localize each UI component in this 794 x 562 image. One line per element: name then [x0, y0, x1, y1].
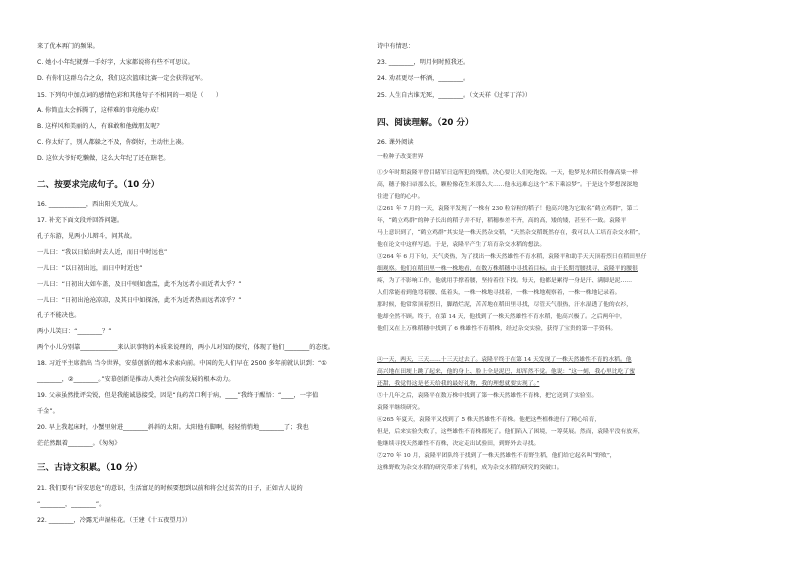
question-line: 千金”。 [37, 408, 59, 415]
question-line: 诗中有情思： [377, 43, 415, 50]
story-line: ①少年时期袁隆平曾目睹军日寇所犯的残酷，决心要让人们吃饱饭。一天，他梦见水稻长得像高粱一样 [377, 170, 638, 176]
question-line: 17. 补充下面文段并回答问题。 [37, 217, 124, 224]
story-line: 马上意识到了，“鹤立鸡群”其实是一株天然杂交稻，“天然杂交稻既然存在，我可以人工培育杂交水稻”， [377, 230, 644, 236]
question-line: 24. 劝君更尽一杯酒，________。 [377, 75, 470, 82]
question-line: 25. 人生自古谁无死，________。（文天祥《过零丁洋》） [377, 92, 532, 99]
story-line: 人们常能看到他弯着腰、低着头，一株一株地寻找着，一株一株地观察着，一株一株地记录着。 [377, 290, 621, 296]
story-line: 年，“鹤立鸡群”的种子长出的稻子并不好，稻穗参差不齐，高的高，矮的矮，甚至不一致。袁隆平 [377, 218, 627, 224]
story-title: 一粒种子改变世界 [377, 154, 424, 160]
story-line: 那时候，他常常顶着烈日，脚踏烂泥，苦苦地在稻田里寻找，尽管天气很热，汗水湿透了他的衣衫， [377, 302, 633, 308]
question-line: 来了优本再门的频果。 [37, 43, 99, 50]
story-line: 他却全然不顾。终于，在第 14 天，他找到了一株天然雄性不育水稻，他高兴极了。之后两年中， [377, 314, 626, 320]
story-line: 这株野败为杂交水稻的研究带来了转机，成为杂交水稻的研究的突破口。 [377, 465, 563, 471]
question-line: 一儿曰：“以日初出远，而日中时近也” [37, 265, 143, 272]
section-title: 三、古诗文积累。（10 分） [37, 463, 143, 473]
story-line: ②261 年 7 月的一天，袁隆平发现了一株有 230 粒谷粒的稻子！他高兴地为它取名“鹤立鸡群”，第二 [377, 206, 639, 212]
question-line: 21. 我们要有“居安思危”的意识，生活富足的时候要想到以前和将会过贫苦的日子，正如古人说的 [37, 485, 303, 492]
story-line: ③264 年 6 月下旬，天气炎热，为了找出一株天然雄性不育水稻，袁隆平和助手天天顶着烈日在稻田里仔 [377, 254, 647, 260]
question-line: D. 这位大爷好吃懒做，这么大年纪了还在瞎老。 [37, 155, 170, 162]
question-line: 20. 早上我起床时，小蟹里射进________斜斜的太阳。太阳他有脚啊，轻轻悄悄地________了；我也 [37, 424, 309, 431]
question-line: 两小儿笑曰：“________？” [37, 328, 112, 335]
question-line: 23. ________，明月何时照我还。 [377, 59, 470, 66]
story-line: ⑥265 年夏天，袁隆平又找到了 5 株天然雄性不育株。他把这些植株进行了精心培育， [377, 417, 601, 423]
story-line: ⑤十几年之后，袁隆平在数万株中找到了第一株天然雄性不育株，把它送到了实验室。 [377, 393, 598, 399]
question-line: 18. 习近平主席指出 当今世界，安慕创新的精本求索向前。中国的先人们早在 2500 多年前就认识到：“① [37, 360, 327, 367]
question-line: 一儿曰：“日初出大如车盖，及日中则如盘盂，此不为远者小而近者大乎？” [37, 281, 242, 288]
story-line: 他在论文中这样写道。于是，袁隆平产生了培育杂交水稻的想法。 [377, 242, 546, 248]
question-line: C. 你太好了，别人都躲之不及，你倒好，主动往上凑。 [37, 139, 188, 146]
question-line: 15. 下列句中加点词的感情色彩和其他句子不相同的一项是（ ） [37, 92, 223, 99]
question-line: 19. 父亲虽然批评尖锐，但是我能诚恳接受，因是“良药苦口利于病，____”我终于醒悟：“____，一字值 [37, 392, 319, 399]
question-line: 两个小儿分别靠____________来认识事物的本质来说理的，两小儿对知的探究，体现了他们________的态度。 [37, 344, 334, 351]
story-line: 疼，为了不影响工作，他就用手撑着腰，坚持着往下找。每天，他都是累得一身是汗、满脚是泥…… [377, 278, 633, 284]
story-line: ⑦270 年 10 月，袁隆平团队终于找到了一株天然雄性不育野生稻，他们给它起名叫“野败”， [377, 453, 616, 459]
question-line: D. 有你们这群乌合之众，我们这次篮球比赛一定会获得冠军。 [37, 75, 207, 82]
question-line: ________，②________。”安慕创新是推动人类社会向前发展的根本动力。 [37, 376, 235, 383]
question-line: A. 你简直太会拆腾了，这样难的事竟能办成！ [37, 107, 163, 114]
story-line: 高，穗子像扫帚那么长，颗粒像花生米那么大……他永远难忘这个“禾下乘凉梦”。于是这个梦想深深地 [377, 182, 638, 188]
question-line: 一儿曰：“我以日始出时去人近，而日中时远也” [37, 249, 168, 256]
story-line: 袁隆平继续研究。 [377, 405, 424, 411]
story-line: 但是，后来实验失败了，这些雄性不育株都死了。他们陷入了困境，一筹莫展。然而，袁隆平没有放弃， [377, 429, 644, 435]
question-line: 一儿曰：“日初出沧沧凉凉，及其日中如探汤，此不为近者热而远者凉乎？” [37, 297, 242, 304]
story-line: 高兴地在田埂上跳了起来，他的身上、脸上全是泥巴，却浑然不觉。他说：“这一刻，我心里比吃了蜜 [377, 369, 636, 375]
question-line: C. 她小小年纪就弹一手好字，大家都说将有些不可思议。 [37, 59, 194, 66]
question-line: 16. ____________，西出阳关无故人。 [37, 201, 142, 208]
question-line: 茫茫然跟着________。《匆匆》 [37, 440, 121, 447]
story-line: 还甜，我觉得这是老天给我的最好礼物，我的理想就要实现了。” [377, 381, 540, 387]
story-line: 住进了他的心中。 [377, 194, 424, 200]
section-title: 二、按要求完成句子。（10 分） [37, 180, 160, 190]
question-line: 孔子不能决也。 [37, 312, 81, 319]
reading-heading: 26. 课外阅读 [377, 139, 414, 146]
story-line: ④一天，两天，三天……十三天过去了。袁隆平终于在第 14 天发现了一株天然雄性不育的水稻。他 [377, 357, 632, 363]
story-line: 他继续寻找天然雄性不育株，决定走出试验田，到野外去寻找。 [377, 441, 540, 447]
question-line: “________，________”。 [37, 501, 106, 508]
story-line: 他们又在上万株稻穗中找到了 6 株雄性不育稻株，经过杂交实验，获得了宝贵的第一手资料。 [377, 326, 617, 332]
question-line: 孔子东游，见两小儿辩斗，问其故。 [37, 233, 136, 240]
section-title: 四、阅读理解。（20 分） [377, 118, 474, 128]
story-line: 细观察。他们在稻田里一株一株地看，在数万株稻穗中寻找着目标。由于长期弯腰找寻，袁隆平的腰很 [377, 266, 638, 272]
question-line: 22. ________，冷露无声湿桂花。（王建《十五夜望月》） [37, 517, 192, 524]
question-line: B. 这样风和美丽的人，有谁敢和他做朋友呢？ [37, 123, 163, 130]
